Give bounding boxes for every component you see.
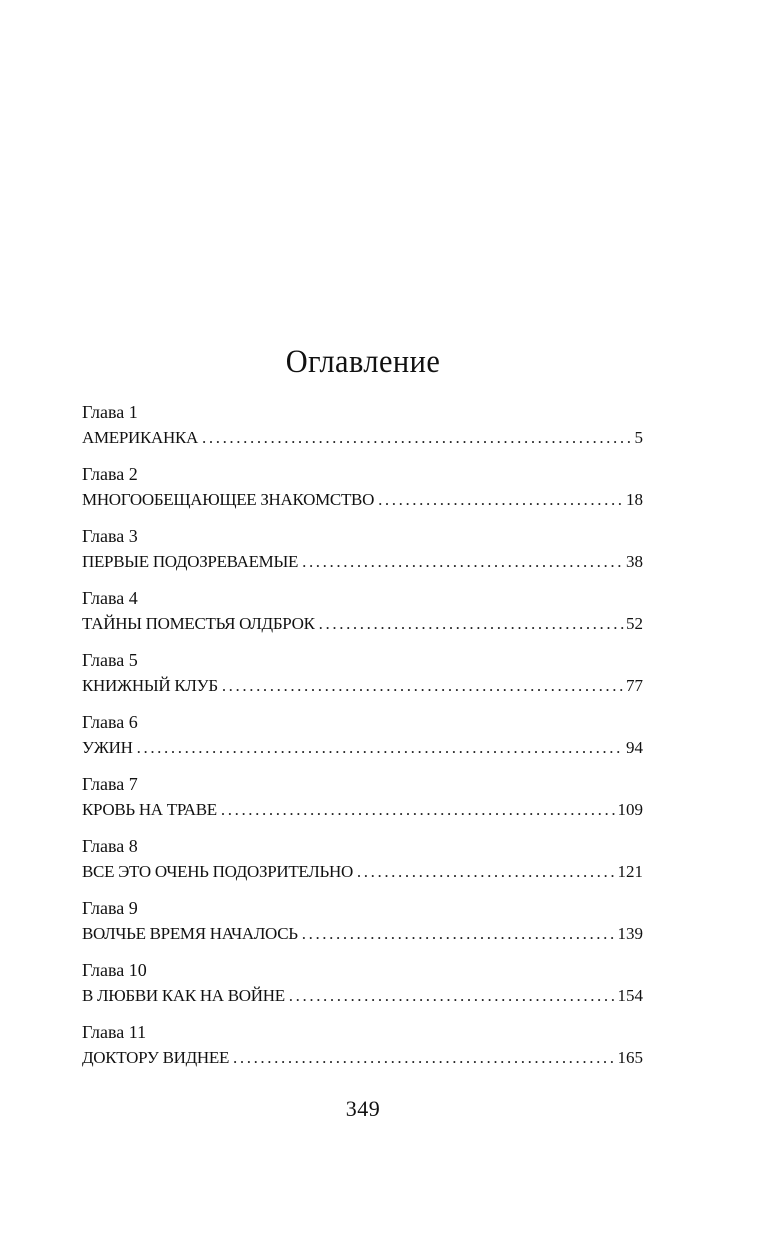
chapter-line: [82, 672, 643, 700]
page-number: 121: [617, 862, 643, 881]
chapter-title: ДОКТОРУ ВИДНЕЕ: [82, 1048, 230, 1067]
chapter-line: [82, 796, 643, 824]
dot-leader: [289, 982, 616, 1010]
dot-leader: [233, 1044, 615, 1072]
chapter-label: Глава 3: [82, 526, 138, 546]
dot-leader: [202, 424, 632, 452]
toc-entry-8[interactable]: [82, 834, 643, 896]
chapter-label: Глава 2: [82, 464, 138, 484]
page-number: 52: [626, 614, 643, 633]
page-folio-number: 349: [345, 1096, 381, 1121]
page-number: 154: [617, 986, 643, 1005]
dot-leader: [378, 486, 624, 514]
chapter-title: ПЕРВЫЕ ПОДОЗРЕВАЕМЫЕ: [82, 552, 299, 571]
toc-entry-1[interactable]: [82, 400, 643, 462]
chapter-label: Глава 10: [82, 960, 147, 980]
chapter-title: ВСЕ ЭТО ОЧЕНЬ ПОДОЗРИТЕЛЬНО: [82, 862, 353, 881]
chapter-label: Глава 5: [82, 650, 138, 670]
chapter-label: Глава 9: [82, 898, 138, 918]
dot-leader: [222, 672, 624, 700]
chapter-label: Глава 6: [82, 712, 138, 732]
toc-entry-11[interactable]: [82, 1020, 643, 1082]
chapter-label: Глава 11: [82, 1022, 147, 1042]
chapter-title: АМЕРИКАНКА: [82, 428, 199, 447]
dot-leader: [319, 610, 624, 638]
chapter-label: Глава 7: [82, 774, 138, 794]
chapter-label: Глава 1: [82, 402, 138, 422]
page-number: 139: [617, 924, 643, 943]
chapter-line: [82, 1044, 643, 1072]
chapter-label: Глава 8: [82, 836, 138, 856]
toc-entry-7[interactable]: [82, 772, 643, 834]
chapter-label: Глава 4: [82, 588, 138, 608]
chapter-title: ТАЙНЫ ПОМЕСТЬЯ ОЛДБРОК: [82, 614, 315, 633]
table-of-contents: [82, 400, 643, 1082]
chapter-title: КНИЖНЫЙ КЛУБ: [82, 676, 218, 695]
chapter-line: [82, 486, 643, 514]
chapter-title: УЖИН: [82, 738, 133, 757]
toc-entry-4[interactable]: [82, 586, 643, 648]
chapter-title: ВОЛЧЬЕ ВРЕМЯ НАЧАЛОСЬ: [82, 924, 298, 943]
dot-leader: [221, 796, 616, 824]
chapter-line: [82, 734, 643, 762]
chapter-title: КРОВЬ НА ТРАВЕ: [82, 800, 217, 819]
page-number: 165: [617, 1048, 643, 1067]
page-title: Оглавление: [285, 344, 441, 380]
toc-entry-6[interactable]: [82, 710, 643, 772]
toc-entry-5[interactable]: [82, 648, 643, 710]
page-number: 94: [626, 738, 643, 757]
dot-leader: [137, 734, 624, 762]
chapter-line: [82, 548, 643, 576]
toc-entry-3[interactable]: [82, 524, 643, 586]
dot-leader: [302, 548, 624, 576]
chapter-title: МНОГООБЕЩАЮЩЕЕ ЗНАКОМСТВО: [82, 490, 375, 509]
page-number: 38: [626, 552, 643, 571]
toc-entry-10[interactable]: [82, 958, 643, 1020]
chapter-line: [82, 610, 643, 638]
chapter-line: [82, 858, 643, 886]
page-number: 5: [634, 428, 643, 447]
page-number: 18: [626, 490, 643, 509]
chapter-line: [82, 424, 643, 452]
chapter-line: [82, 982, 643, 1010]
chapter-title: В ЛЮБВИ КАК НА ВОЙНЕ: [82, 986, 285, 1005]
toc-entry-2[interactable]: [82, 462, 643, 524]
page-number: 109: [617, 800, 643, 819]
toc-entry-9[interactable]: [82, 896, 643, 958]
page-number: 77: [626, 676, 643, 695]
chapter-line: [82, 920, 643, 948]
dot-leader: [302, 920, 616, 948]
dot-leader: [357, 858, 616, 886]
